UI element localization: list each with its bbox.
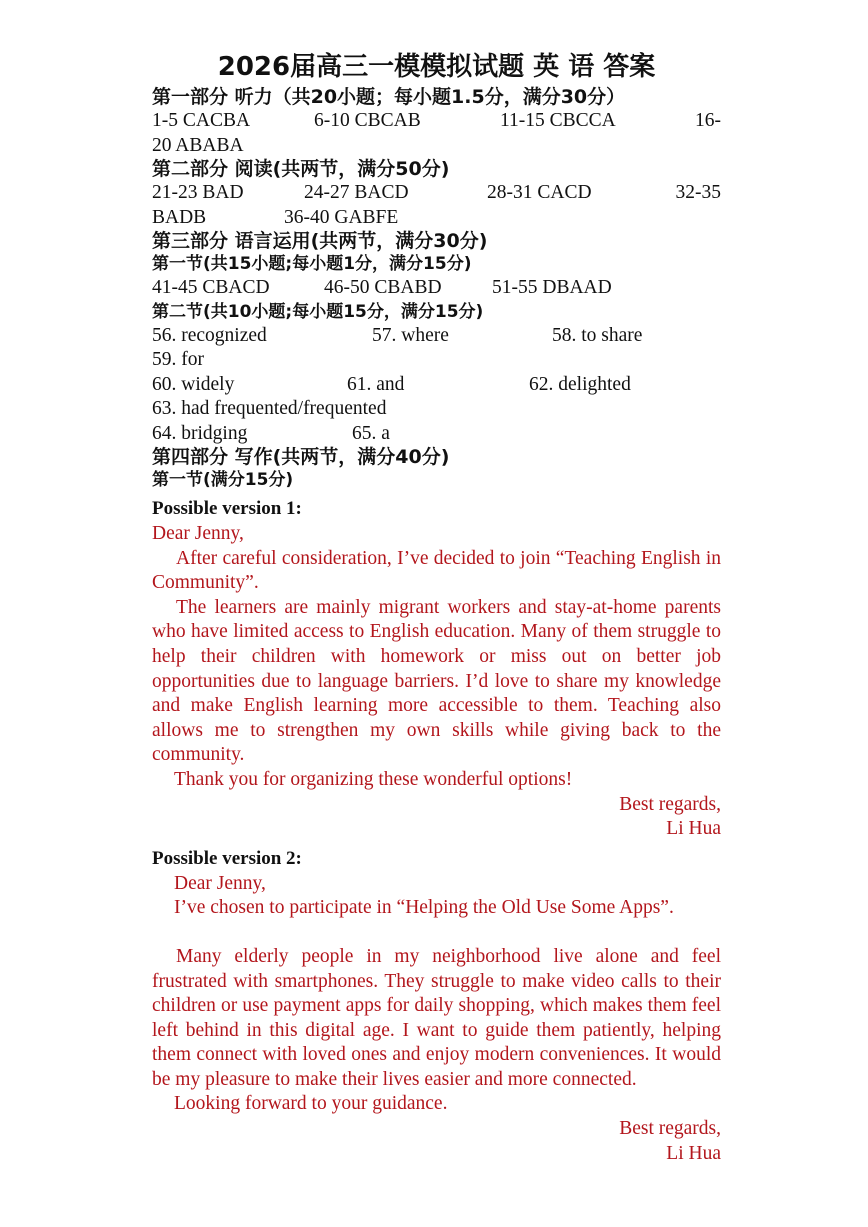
- answer-group: 20 ABABA: [152, 134, 244, 156]
- letter-paragraph: Looking forward to your guidance.: [174, 1093, 448, 1115]
- letter-signature: Li Hua: [666, 818, 721, 840]
- letter-paragraph: Thank you for organizing these wonderful options!: [174, 768, 573, 790]
- answer-item: 57. where: [372, 324, 449, 346]
- answer-item: 62. delighted: [529, 373, 631, 395]
- answer-item: 56. recognized: [152, 324, 267, 346]
- answer-item: 58. to share: [552, 324, 643, 346]
- part2-heading: 第二部分 阅读(共两节，满分50分): [152, 158, 450, 180]
- part3-section1-heading: 第一节(共15小题;每小题1分，满分15分): [152, 254, 472, 274]
- letter-paragraph: After careful consideration, I’ve decided to join “Teaching English in Community”.: [152, 547, 721, 594]
- letter-paragraph: I’ve chosen to participate in “Helping the Old Use Some Apps”.: [174, 897, 674, 919]
- answer-group: 24-27 BACD: [304, 182, 409, 203]
- answer-group: BADB: [152, 206, 207, 228]
- part3-section1-answers: [152, 276, 721, 301]
- answer-item: 60. widely: [152, 373, 235, 395]
- page-title: 2026届高三一模模拟试题 英 语 答案: [217, 52, 656, 82]
- letter-greeting: Dear Jenny,: [152, 523, 244, 544]
- part3-section2-row: [152, 324, 721, 349]
- answer-group: 6-10 CBCAB: [314, 110, 421, 131]
- part3-section2-row: [152, 373, 721, 398]
- part3-section2-heading: 第二节(共10小题;每小题15分，满分15分): [152, 301, 484, 322]
- version2-label: Possible version 2:: [152, 847, 302, 869]
- part4-section1-heading: 第一节(满分15分): [152, 470, 294, 490]
- part3-section2-row: [152, 422, 721, 447]
- answer-item: 61. and: [347, 373, 405, 395]
- answer-group: 41-45 CBACD: [152, 277, 270, 298]
- letter-paragraph: Many elderly people in my neighborhood live alone and feel frustrated with smartphones. They struggle to make video calls to their children or use payment apps for daily shopping, which makes them feel left behind in this digital age. I want to guide them patiently, helping them connect with loved ones and enjoy modern conveniences. It would be my pleasure to make their lives easier and more connected.: [152, 945, 721, 1090]
- part3-section2-row: [152, 348, 721, 373]
- letter-closing: Best regards,: [619, 793, 721, 815]
- letter-closing: Best regards,: [619, 1118, 721, 1140]
- version1-letter: [152, 522, 721, 842]
- version1-label: Possible version 1:: [152, 498, 302, 519]
- part4-heading: 第四部分 写作(共两节，满分40分): [152, 446, 450, 468]
- part3-section2-row: [152, 397, 721, 422]
- letter-greeting: Dear Jenny,: [174, 872, 266, 894]
- spacer: [152, 921, 721, 945]
- answer-group: 21-23 BAD: [152, 182, 244, 203]
- answer-group: 51-55 DBAAD: [492, 277, 612, 298]
- answer-item: 63. had frequented/frequented: [152, 398, 387, 419]
- version2-letter: [152, 872, 721, 1167]
- answer-group: 11-15 CBCCA: [500, 110, 616, 131]
- part1-answers-row: [152, 109, 721, 134]
- letter-signature: Li Hua: [666, 1142, 721, 1164]
- answer-group: 16-: [695, 110, 721, 131]
- answer-group: 36-40 GABFE: [284, 206, 399, 228]
- part1-heading: 第一部分 听力（共20小题；每小题1.5分，满分30分）: [152, 86, 626, 108]
- answer-sheet: [152, 50, 721, 1166]
- part3-heading: 第三部分 语言运用(共两节，满分30分): [152, 230, 488, 252]
- part1-answers-cont: [152, 134, 721, 159]
- part2-answers-cont: [152, 206, 721, 231]
- answer-group: 46-50 CBABD: [324, 277, 442, 298]
- answer-group: 1-5 CACBA: [152, 110, 251, 131]
- answer-group: 32-35: [675, 182, 721, 203]
- answer-item: 59. for: [152, 349, 204, 370]
- answer-item: 64. bridging: [152, 422, 248, 444]
- part2-answers-row: [152, 181, 721, 206]
- letter-paragraph: The learners are mainly migrant workers and stay-at-home parents who have limited access to English education. Many of them struggle to help their children with homework or miss out on better job opportunities due to language barriers. I’d love to share my knowledge and make English learning more accessible to them. Teaching also allows me to strengthen my own skills while giving back to the community.: [152, 596, 721, 766]
- answer-group: 28-31 CACD: [487, 182, 592, 203]
- answer-item: 65. a: [352, 422, 390, 444]
